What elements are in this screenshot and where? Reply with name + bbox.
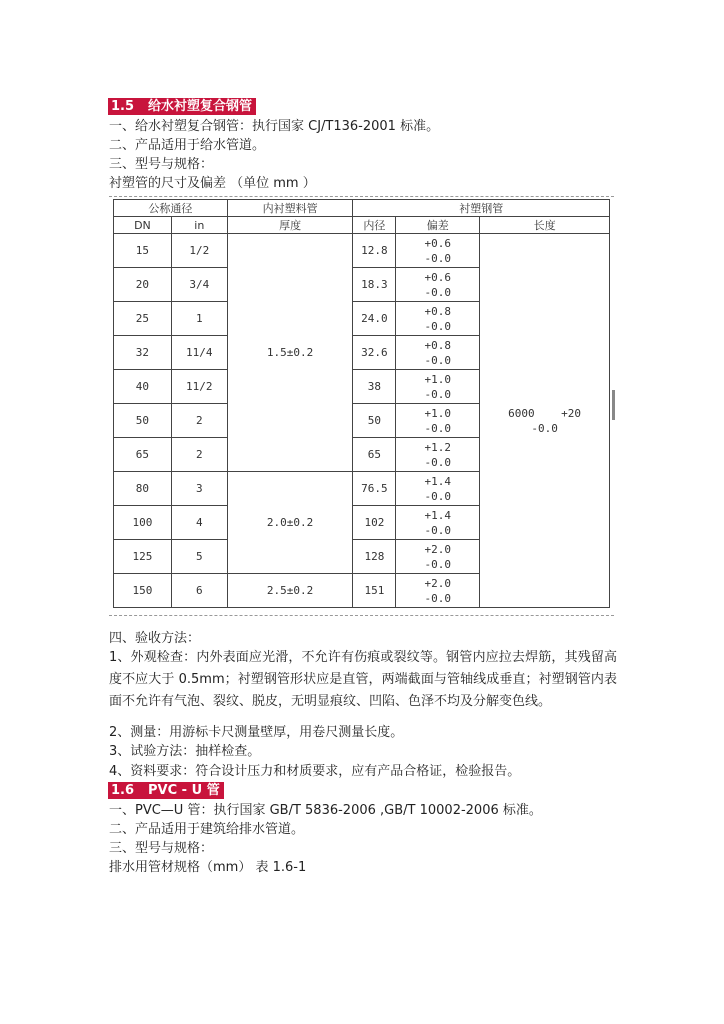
image-frame-mark	[612, 390, 615, 420]
section-title: PVC - U 管	[148, 783, 220, 798]
cell-in: 1	[171, 302, 227, 336]
cell-deviation	[396, 506, 480, 540]
dev-minus: -0.0	[424, 489, 452, 503]
cell-deviation	[396, 268, 480, 302]
cell-dn: 40	[114, 370, 172, 404]
dev-plus: +0.8	[424, 304, 452, 318]
dev-minus: -0.0	[424, 319, 452, 333]
image-frame-top	[109, 196, 614, 197]
table-row	[114, 234, 610, 268]
cell-dn: 32	[114, 336, 172, 370]
cell-deviation	[396, 336, 480, 370]
header-length: 长度	[480, 217, 610, 234]
cell-in: 4	[171, 506, 227, 540]
length-minus: -0.0	[531, 421, 558, 435]
dev-minus: -0.0	[424, 591, 452, 605]
dev-plus: +1.0	[424, 372, 452, 386]
cell-in: 6	[171, 574, 227, 608]
acceptance-paragraph: 2、测量：用游标卡尺测量壁厚，用卷尺测量长度。	[109, 725, 404, 740]
header-nominal-diameter: 公称通径	[114, 200, 228, 217]
acceptance-heading: 四、验收方法：	[109, 631, 201, 646]
dev-minus: -0.0	[424, 455, 452, 469]
section-number: 1.5	[111, 99, 135, 114]
dev-plus: +2.0	[424, 542, 452, 556]
cell-in: 11/4	[171, 336, 227, 370]
cell-inner-diameter: 18.3	[353, 268, 396, 302]
table-caption: 排水用管材规格（mm） 表 1.6-1	[109, 860, 307, 875]
header-inner-diameter: 内径	[353, 217, 396, 234]
acceptance-paragraph: 1、外观检查：内外表面应光滑，不允许有伤痕或裂纹等。钢管内应拉去焊筋，其残留高度不应大于 0.5mm；衬塑钢管形状应是直管，两端截面与管轴线成垂直；衬塑钢管内表面不允许有气泡、裂纹、脱皮，无明显痕纹、凹陷、色泽不均及分解变色线。	[109, 650, 617, 709]
section-number: 1.6	[111, 783, 135, 798]
dev-minus: -0.0	[424, 251, 452, 265]
cell-deviation	[396, 370, 480, 404]
dev-plus: +2.0	[424, 576, 452, 590]
dev-minus: -0.0	[424, 353, 452, 367]
table-group-header-row	[114, 200, 610, 217]
header-lined-steel-pipe: 衬塑钢管	[353, 200, 610, 217]
cell-dn: 100	[114, 506, 172, 540]
cell-inner-diameter: 24.0	[353, 302, 396, 336]
dev-minus: -0.0	[424, 421, 452, 435]
cell-thickness: 2.5±0.2	[227, 574, 353, 608]
header-deviation: 偏差	[396, 217, 480, 234]
dev-plus: +1.4	[424, 474, 452, 488]
cell-deviation	[396, 540, 480, 574]
dev-plus: +1.2	[424, 440, 452, 454]
section-1-5-heading	[108, 98, 256, 115]
dev-plus: +0.6	[424, 270, 452, 284]
cell-thickness: 2.0±0.2	[227, 472, 353, 574]
dev-minus: -0.0	[424, 285, 452, 299]
dev-plus: +1.4	[424, 508, 452, 522]
pipe-spec-table	[113, 199, 610, 608]
cell-inner-diameter: 38	[353, 370, 396, 404]
cell-in: 2	[171, 438, 227, 472]
cell-dn: 125	[114, 540, 172, 574]
dev-minus: -0.0	[424, 557, 452, 571]
cell-dn: 50	[114, 404, 172, 438]
header-dn: DN	[114, 217, 172, 234]
text-line: 三、型号与规格：	[109, 157, 214, 172]
cell-in: 3	[171, 472, 227, 506]
cell-in: 3/4	[171, 268, 227, 302]
cell-in: 2	[171, 404, 227, 438]
dev-minus: -0.0	[424, 387, 452, 401]
cell-thickness: 1.5±0.2	[227, 234, 353, 472]
table-caption: 衬塑管的尺寸及偏差 （单位 mm ）	[109, 176, 316, 191]
cell-inner-diameter: 128	[353, 540, 396, 574]
table-sub-header-row	[114, 217, 610, 234]
cell-deviation	[396, 302, 480, 336]
cell-dn: 20	[114, 268, 172, 302]
acceptance-paragraph: 3、试验方法：抽样检查。	[109, 744, 261, 759]
text-line: 一、给水衬塑复合钢管：执行国家 CJ/T136-2001 标准。	[109, 119, 440, 134]
cell-inner-diameter: 151	[353, 574, 396, 608]
dev-plus: +1.0	[424, 406, 452, 420]
cell-dn: 150	[114, 574, 172, 608]
text-line: 三、型号与规格：	[109, 841, 214, 856]
image-frame-bottom	[109, 615, 614, 616]
cell-deviation	[396, 438, 480, 472]
cell-inner-diameter: 32.6	[353, 336, 396, 370]
cell-deviation	[396, 404, 480, 438]
cell-dn: 80	[114, 472, 172, 506]
text-line: 二、产品适用于给水管道。	[109, 138, 266, 153]
cell-inner-diameter: 76.5	[353, 472, 396, 506]
cell-in: 5	[171, 540, 227, 574]
header-in: in	[171, 217, 227, 234]
header-plastic-liner: 内衬塑料管	[227, 200, 353, 217]
cell-inner-diameter: 65	[353, 438, 396, 472]
cell-inner-diameter: 50	[353, 404, 396, 438]
cell-dn: 15	[114, 234, 172, 268]
cell-in: 11/2	[171, 370, 227, 404]
cell-dn: 65	[114, 438, 172, 472]
acceptance-paragraph: 4、资料要求：符合设计压力和材质要求，应有产品合格证，检验报告。	[109, 764, 521, 779]
section-title: 给水衬塑复合钢管	[148, 99, 253, 114]
cell-inner-diameter: 102	[353, 506, 396, 540]
length-plus: +20	[561, 406, 582, 420]
cell-inner-diameter: 12.8	[353, 234, 396, 268]
cell-in: 1/2	[171, 234, 227, 268]
cell-length	[480, 234, 610, 608]
text-line: 一、PVC—U 管：执行国家 GB/T 5836-2006 ,GB/T 10002-2006 标准。	[109, 803, 542, 818]
length-main: 6000	[508, 406, 535, 420]
dev-plus: +0.6	[424, 236, 452, 250]
dev-plus: +0.8	[424, 338, 452, 352]
cell-deviation	[396, 472, 480, 506]
text-line: 二、产品适用于建筑给排水管道。	[109, 822, 305, 837]
dev-minus: -0.0	[424, 523, 452, 537]
cell-deviation	[396, 574, 480, 608]
section-1-6-heading	[108, 782, 224, 799]
header-thickness: 厚度	[227, 217, 353, 234]
cell-dn: 25	[114, 302, 172, 336]
cell-deviation	[396, 234, 480, 268]
